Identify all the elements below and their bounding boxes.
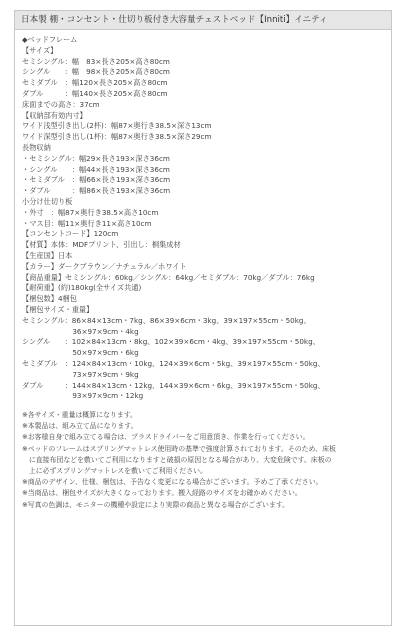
spec-line: 【商品重量】セミシングル：60kg／シングル：64kg／セミダブル：70kg／ダブル：76kg xyxy=(22,272,315,282)
spec-line: 長物収納 xyxy=(22,142,51,152)
spec-line: ダブル ：幅140×長さ205×高さ80cm xyxy=(22,88,168,98)
spec-line: ・マス目：幅11×奥行き11×高さ10cm xyxy=(22,218,152,228)
spec-line: 【生産国】日本 xyxy=(22,250,73,260)
spec-line: ・外寸 ：幅87×奥行き38.5×高さ10cm xyxy=(22,207,159,217)
note-line: ※当商品は、梱包サイズが大きくなっております。搬入経路のサイズをお確かめください。 xyxy=(22,489,302,498)
note-line: ※お客様自身で組み立てる場合は、プラスドライバーをご用意頂き、作業を行ってください。 xyxy=(22,433,310,442)
note-line: ※ベッドのフレームはスプリングマットレス使用時の基準で強度計算されております。そのため、床板 xyxy=(22,444,336,453)
spec-line: 床面までの高さ：37cm xyxy=(22,99,100,109)
spec-line: 【耐荷重】(約)180kg(全サイズ共通) xyxy=(22,283,142,293)
spec-line: 【梱包数】4梱包 xyxy=(22,294,77,304)
spec-line: ワイド深型引き出し(1杯)：幅87×奥行き38.5×深さ29cm xyxy=(22,132,212,142)
spec-line: セミダブル ：124×84×13cm・10kg、124×39×6cm・5kg、39×197×55cm・50kg、 xyxy=(22,358,325,368)
spec-panel xyxy=(14,10,392,626)
spec-line: ・シングル ：幅44×長さ193×深さ36cm xyxy=(22,164,170,174)
spec-line: 50×97×9cm・6kg xyxy=(22,348,139,358)
spec-line: シングル ：幅 98×長さ205×高さ80cm xyxy=(22,67,170,77)
product-title: 日本製 棚・コンセント・仕切り板付き大容量チェストベッド【Inniti】イニティ xyxy=(21,15,328,25)
spec-line: 【梱包サイズ・重量】 xyxy=(22,304,94,314)
spec-list xyxy=(22,35,391,402)
note-line: ※商品のデザイン、仕様、梱包は、予告なく変更になる場合がございます。予めご了承ください。 xyxy=(22,478,323,487)
note-line: ※各サイズ・重量は概算になります。 xyxy=(22,411,137,420)
note-line: に直接布団などを敷いてご利用になりますと破損の原因となる場合があり、大変危険です。床板の xyxy=(22,455,332,464)
spec-body xyxy=(15,30,391,511)
spec-line: セミシングル：幅 83×長さ205×高さ80cm xyxy=(22,56,170,66)
spec-line: ワイド浅型引き出し(2杯)：幅87×奥行き38.5×深さ13cm xyxy=(22,121,212,131)
notes-list xyxy=(22,410,391,511)
spec-line: ◆ベッドフレーム xyxy=(22,35,78,44)
product-title-bar xyxy=(15,11,391,30)
spec-line: ダブル ：144×84×13cm・12kg、144×39×6cm・6kg、39×197×55cm・50kg、 xyxy=(22,380,325,390)
note-line: ※本製品は、組み立て品になります。 xyxy=(22,422,138,431)
spec-line: ・セミダブル ：幅66×長さ193×深さ36cm xyxy=(22,175,171,185)
spec-line: シングル ：102×84×13cm・8kg、102×39×6cm・4kg、39×197×55cm・50kg、 xyxy=(22,337,320,347)
note-line: ※写真の色調は、モニターの機種や設定により実際の商品と異なる場合がございます。 xyxy=(22,500,290,509)
note-line: 上に必ずスプリングマットレスを敷いてご利用ください。 xyxy=(22,467,207,476)
spec-line: セミシングル：86×84×13cm・7kg、86×39×6cm・3kg、39×197×55cm・50kg、 xyxy=(22,315,311,325)
spec-line: 73×97×9cm・9kg xyxy=(22,369,139,379)
spec-line: 【材質】本体：MDFプリント、引出し：桐集成材 xyxy=(22,240,181,250)
spec-line: セミダブル ：幅120×長さ205×高さ80cm xyxy=(22,78,168,88)
spec-line: 93×97×9cm・12kg xyxy=(22,391,144,401)
spec-line: 【カラー】ダークブラウン／ナチュラル／ホワイト xyxy=(22,261,187,271)
section-gap xyxy=(22,402,391,410)
spec-line: ・ダブル ：幅86×長さ193×深さ36cm xyxy=(22,186,171,196)
spec-line: 【サイズ】 xyxy=(22,45,58,55)
spec-line: 小分け仕切り板 xyxy=(22,196,73,206)
spec-line: ・セミシングル：幅29×長さ193×深さ36cm xyxy=(22,153,170,163)
spec-line: 【コンセントコード】120cm xyxy=(22,229,119,239)
spec-line: 【収納部有効内寸】 xyxy=(22,110,87,120)
spec-line: 36×97×9cm・4kg xyxy=(22,326,139,336)
